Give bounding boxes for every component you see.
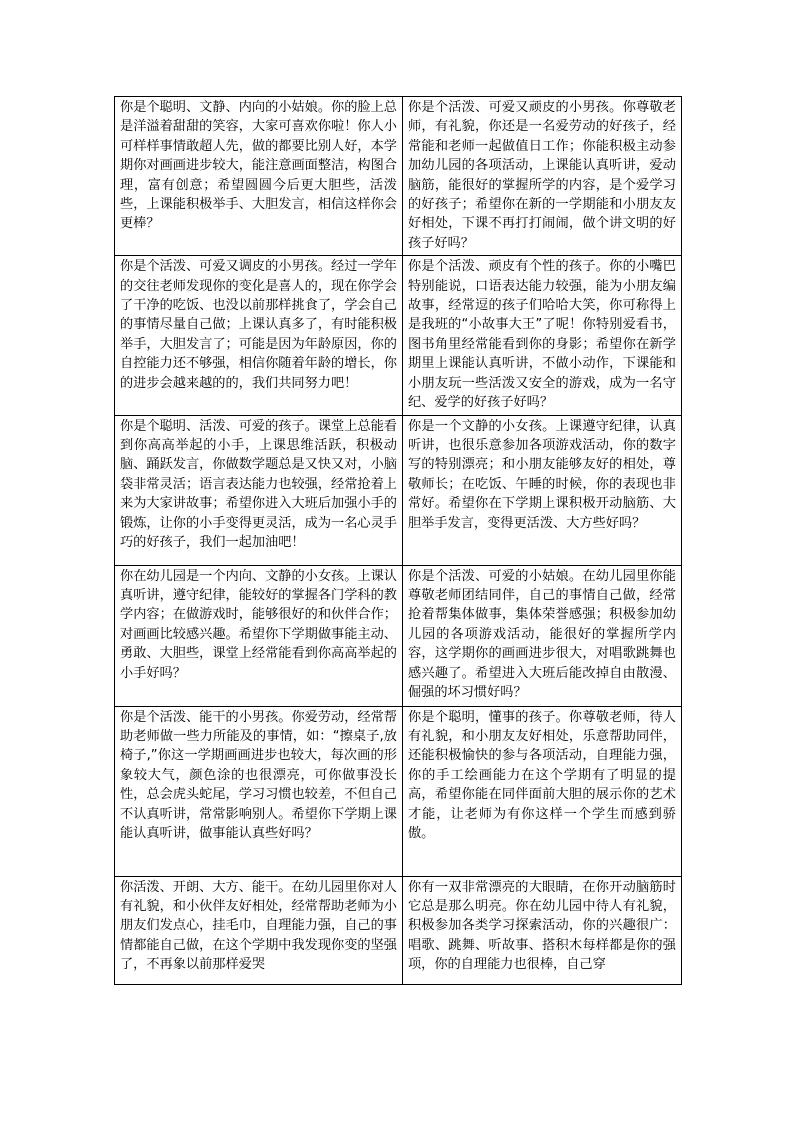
comment-cell-right: 你是个活泼、顽皮有个性的孩子。你的小嘴巴特别能说，口语表达能力较强，能为小朋友编故事，经常逗的孩子们哈哈大笑，你可称得上是我班的“小故事大王”了呢！你特别爱看书，图书角里经常能看到你的身影；希望你在新学期里上课能认真听讲，不做小动作，下课能和小朋友玩一些活泼又安全的游戏，成为一名守纪、爱学的好孩子好吗？ [403,256,682,415]
comment-cell-left: 你活泼、开朗、大方、能干。在幼儿园里你对人有礼貌，和小伙伴友好相处，经常帮助老师为小朋友们发点心，挂毛巾，自理能力强，自己的事情都能自己做，在这个学期中我发现你变的坚强了，不再象以前那样爱哭 [115,876,403,984]
table-row [115,415,682,565]
table-row [115,256,682,415]
comment-cell-left: 你在幼儿园是一个内向、文静的小女孩。上课认真听讲，遵守纪律，能较好的掌握各门学科的教学内容；在做游戏时，能够很好的和伙伴合作；对画画比较感兴趣。希望你下学期做事能主动、勇敢、大胆些，课堂上经常能看到你高高举起的小手好吗？ [115,565,403,706]
comment-cell-right: 你有一双非常漂亮的大眼睛，在你开动脑筋时它总是那么明亮。你在幼儿园中待人有礼貌，积极参加各类学习探索活动，你的兴趣很广：唱歌、跳舞、听故事、搭积木每样都是你的强项，你的自理能力也很棒，自己穿 [403,876,682,984]
table-row [115,97,682,256]
comment-cell-left: 你是个活泼、可爱又调皮的小男孩。经过一学年的交往老师发现你的变化是喜人的，现在你学会了干净的吃饭、也没以前那样挑食了，学会自己的事情尽量自己做；上课认真多了，有时能积极举手，大胆发言了；可能是因为年龄原因，你的自控能力还不够强，相信你随着年龄的增长，你的进步会越来越的的，我们共同努力吧！ [115,256,403,415]
comment-cell-right: 你是一个文静的小女孩。上课遵守纪律，认真听讲，也很乐意参加各项游戏活动，你的数字写的特别漂亮；和小朋友能够友好的相处，尊敬师长；在吃饭、午睡的时候，你的表现也非常好。希望你在下学期上课积极开动脑筋、大胆举手发言，变得更活泼、大方些好吗？ [403,415,682,565]
comment-cell-right: 你是个活泼、可爱又顽皮的小男孩。你尊敬老师，有礼貌，你还是一名爱劳动的好孩子，经常能和老师一起做值日工作；你能积极主动参加幼儿园的各项活动，上课能认真听讲，爱动脑筋，能很好的掌握所学的内容，是个爱学习的好孩子；希望你在新的一学期能和小朋友友好相处，下课不再打打闹闹，做个讲文明的好孩子好吗？ [403,97,682,256]
comments-table [114,96,682,985]
table-row [115,876,682,984]
comment-cell-left: 你是个活泼、能干的小男孩。你爱劳动，经常帮助老师做一些力所能及的事情，如：“擦桌子,放椅子,”你这一学期画画进步也较大，每次画的形象较大气，颜色涂的也很漂亮，可你做事没长性，总会虎头蛇尾，学习习惯也较差，不但自己不认真听讲，常常影响别人。希望你下学期上课能认真听讲，做事能认真些好吗？ [115,706,403,876]
comment-cell-left: 你是个聪明、文静、内向的小姑娘。你的脸上总是洋溢着甜甜的笑容，大家可喜欢你啦！你人小可样样事情敢超人先，做的都要比别人好，本学期你对画画进步较大，能注意画面整洁，构图合理，富有创意；希望圆圆今后更大胆些，活泼些，上课能积极举手、大胆发言，相信这样你会更棒？ [115,97,403,256]
comment-cell-right: 你是个活泼、可爱的小姑娘。在幼儿园里你能尊敬老师团结同伴，自己的事情自己做，经常抢着帮集体做事，集体荣誉感强；积极参加幼儿园的各项游戏活动，能很好的掌握所学内容，这学期你的画画进步很大，对唱歌跳舞也感兴趣了。希望进入大班后能改掉自由散漫、倔强的坏习惯好吗？ [403,565,682,706]
comment-cell-left: 你是个聪明、活泼、可爱的孩子。课堂上总能看到你高高举起的小手，上课思维活跃，积极动脑、踊跃发言，你做数学题总是又快又对，小脑袋非常灵活；语言表达能力也较强，经常抢着上来为大家讲故事；希望你进入大班后加强小手的锻炼，让你的小手变得更灵活，成为一名心灵手巧的好孩子，我们一起加油吧！ [115,415,403,565]
table-row [115,706,682,876]
comment-cell-right: 你是个聪明，懂事的孩子。你尊敬老师，待人有礼貌，和小朋友友好相处，乐意帮助同伴，还能积极愉快的参与各项活动，自理能力强，你的手工绘画能力在这个学期有了明显的提高，希望你能在同伴面前大胆的展示你的艺术才能，让老师为有你这样一个学生而感到骄傲。 [403,706,682,876]
table-row [115,565,682,706]
